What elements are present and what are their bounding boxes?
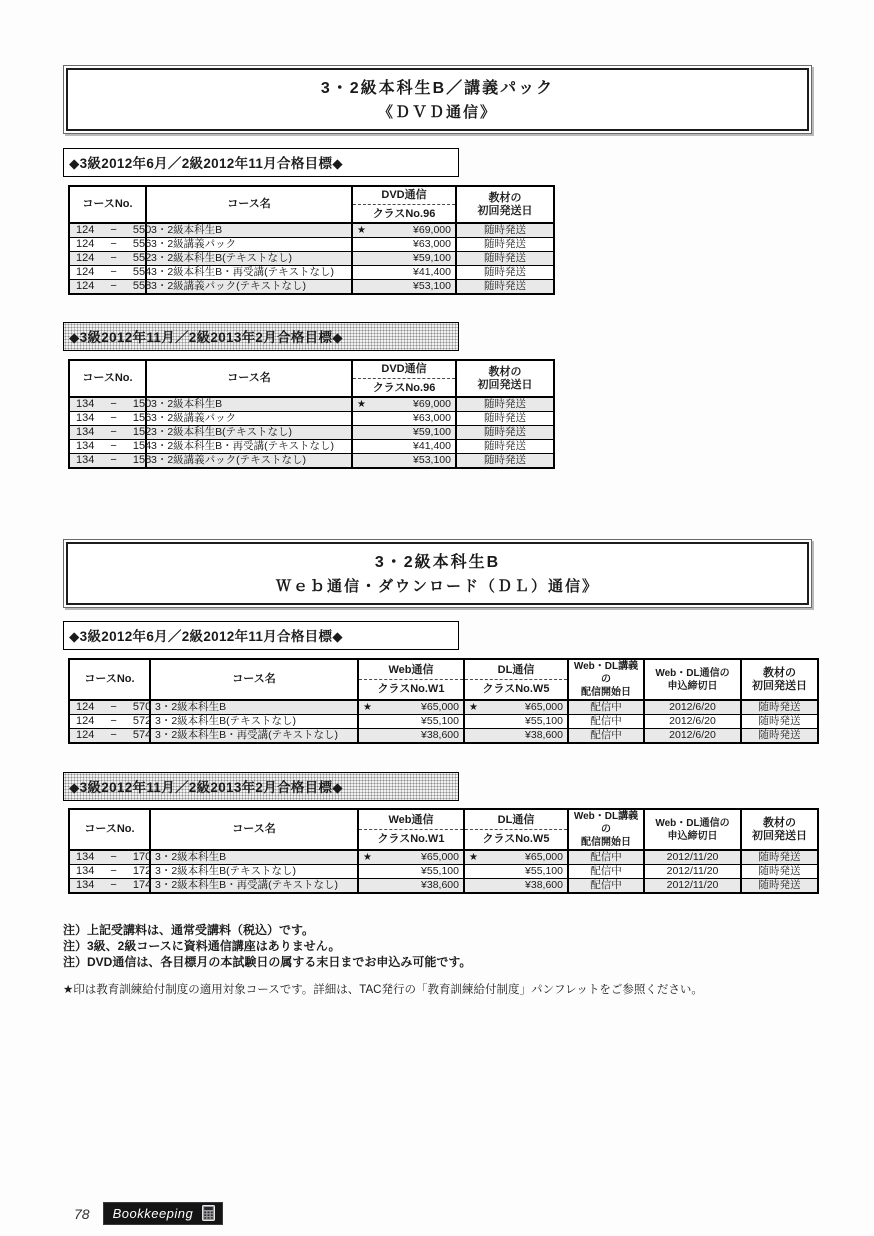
web-price-cell: [358, 715, 464, 729]
web-price-cell: [358, 850, 464, 865]
col-course-no: コースNo.: [69, 809, 150, 850]
price-cell: [352, 238, 456, 252]
col-course-name: コース名: [146, 186, 352, 223]
shipping-cell: 随時発送: [456, 223, 554, 238]
stream-start-label-1: Web・DL講義の: [573, 661, 639, 685]
col-shipping: [456, 360, 554, 397]
shipping-label-1: 教材の: [763, 666, 796, 679]
table-row: [69, 850, 818, 865]
course-name-cell: 3・2級講義パック: [146, 412, 352, 426]
shipping-cell: 随時発送: [741, 865, 818, 879]
dvd-label: DVD通信: [381, 189, 427, 201]
price-value: ¥69,000: [413, 398, 451, 410]
col-web-tsushin: [358, 659, 464, 700]
shipping-label-2: 初回発送日: [752, 679, 807, 692]
shipping-label-2: 初回発送日: [477, 378, 533, 391]
bookkeeping-badge: [103, 1202, 224, 1225]
page-footer: [74, 1202, 223, 1225]
col-course-name: コース名: [150, 659, 358, 700]
web-price-cell: [358, 879, 464, 894]
price-cell: [352, 223, 456, 238]
deadline-cell: 2012/11/20: [644, 865, 741, 879]
shipping-cell: 随時発送: [456, 454, 554, 469]
col-course-no: コースNo.: [69, 186, 146, 223]
shipping-cell: 随時発送: [456, 252, 554, 266]
table-row: [69, 223, 554, 238]
dl-label: DL通信: [497, 814, 535, 826]
course-name-cell: 3・2級本科生B・再受講(テキストなし): [146, 440, 352, 454]
price-cell: [352, 440, 456, 454]
price-value: ¥38,600: [421, 729, 459, 741]
stream-start-label-2: 配信開始日: [581, 837, 631, 848]
deadline-cell: 2012/6/20: [644, 700, 741, 715]
price-cell: [352, 397, 456, 412]
dl-class-label: クラスNo.W5: [465, 829, 567, 847]
web-price-cell: [358, 700, 464, 715]
table-row: [69, 440, 554, 454]
price-value: ¥38,600: [525, 729, 563, 741]
shipping-cell: 随時発送: [741, 850, 818, 865]
shipping-label-1: 教材の: [488, 365, 522, 378]
price-cell: [352, 426, 456, 440]
goal-header-web-november: ◆3級2012年11月／2級2013年2月合格目標◆: [63, 772, 459, 801]
deadline-cell: 2012/6/20: [644, 729, 741, 744]
course-name-cell: 3・2級本科生B(テキストなし): [150, 865, 358, 879]
col-web-tsushin: [358, 809, 464, 850]
shipping-cell: 随時発送: [741, 700, 818, 715]
shipping-label-2: 初回発送日: [477, 204, 533, 217]
price-cell: [352, 412, 456, 426]
web-label: Web通信: [388, 664, 434, 676]
brand-label: Bookkeeping: [112, 1205, 194, 1221]
table-header-row: [69, 659, 818, 700]
dl-price-cell: [464, 850, 568, 865]
price-value: ¥55,100: [525, 865, 563, 877]
course-name-cell: 3・2級本科生B: [150, 850, 358, 865]
deadline-cell: 2012/11/20: [644, 879, 741, 894]
course-name-cell: 3・2級本科生B: [150, 700, 358, 715]
shipping-cell: 随時発送: [741, 729, 818, 744]
training-benefit-star-icon: ★: [469, 702, 478, 713]
dl-price-cell: [464, 715, 568, 729]
web-dl-course-table-june: [68, 658, 819, 744]
page-number: 78: [74, 1205, 90, 1222]
calculator-icon: [202, 1205, 215, 1221]
col-course-name: コース名: [150, 809, 358, 850]
course-name-cell: 3・2級講義パック(テキストなし): [146, 454, 352, 469]
table-row: [69, 266, 554, 280]
notes-block: [63, 922, 812, 970]
deadline-label-2: 申込締切日: [667, 680, 718, 692]
col-shipping: [741, 809, 818, 850]
web-label: Web通信: [388, 814, 434, 826]
table-row: [69, 280, 554, 295]
shipping-cell: 随時発送: [741, 715, 818, 729]
shipping-cell: 随時発送: [456, 426, 554, 440]
price-value: ¥41,400: [413, 266, 451, 278]
table-header-row: [69, 186, 554, 223]
shipping-cell: 随時発送: [456, 280, 554, 295]
price-cell: [352, 280, 456, 295]
course-no-cell: 124 − 552: [69, 252, 146, 266]
dl-price-cell: [464, 729, 568, 744]
dvd-class-label: クラスNo.96: [353, 204, 455, 222]
course-no-cell: 124 − 550: [69, 223, 146, 238]
table-header-row: [69, 360, 554, 397]
course-no-cell: 124 − 574: [69, 729, 150, 744]
course-name-cell: 3・2級本科生B・再受講(テキストなし): [150, 879, 358, 894]
table-row: [69, 412, 554, 426]
price-value: ¥41,400: [413, 440, 451, 452]
course-no-cell: 124 − 556: [69, 238, 146, 252]
price-value: ¥65,000: [421, 851, 459, 863]
goal-header-web-june: ◆3級2012年6月／2級2012年11月合格目標◆: [63, 621, 459, 650]
goal-header-dvd-june: ◆3級2012年6月／2級2012年11月合格目標◆: [63, 148, 459, 177]
deadline-label-1: Web・DL通信の: [655, 817, 730, 829]
dvd-course-table-june: [68, 185, 555, 295]
shipping-cell: 随時発送: [741, 879, 818, 894]
course-name-cell: 3・2級本科生B・再受講(テキストなし): [146, 266, 352, 280]
title-box-web-dl: [63, 539, 812, 608]
deadline-cell: 2012/6/20: [644, 715, 741, 729]
shipping-label-1: 教材の: [488, 191, 522, 204]
dl-price-cell: [464, 865, 568, 879]
table-row: [69, 879, 818, 894]
col-dvd-tsushin: [352, 186, 456, 223]
table-row: [69, 729, 818, 744]
col-shipping: [456, 186, 554, 223]
price-value: ¥59,100: [413, 426, 451, 438]
col-course-no: コースNo.: [69, 659, 150, 700]
course-no-cell: 124 − 570: [69, 700, 150, 715]
deadline-label-2: 申込締切日: [667, 830, 718, 842]
col-stream-start: [568, 659, 644, 700]
deadline-label-1: Web・DL通信の: [655, 667, 730, 679]
course-no-cell: 134 − 152: [69, 426, 146, 440]
shipping-cell: 随時発送: [456, 440, 554, 454]
title-dvd-line1: 3・2級本科生B／講義パック: [320, 80, 555, 97]
table-row: [69, 865, 818, 879]
price-value: ¥69,000: [413, 224, 451, 236]
shipping-cell: 随時発送: [456, 412, 554, 426]
col-dl-tsushin: [464, 659, 568, 700]
table-row: [69, 238, 554, 252]
course-no-cell: 134 − 150: [69, 397, 146, 412]
web-dl-course-table-november: [68, 808, 819, 894]
col-shipping: [741, 659, 818, 700]
dvd-label: DVD通信: [381, 363, 427, 375]
price-cell: [352, 266, 456, 280]
price-value: ¥55,100: [525, 715, 563, 727]
col-stream-start: [568, 809, 644, 850]
price-value: ¥38,600: [525, 879, 563, 891]
stream-start-cell: 配信中: [568, 879, 644, 894]
goal-header-dvd-november: ◆3級2012年11月／2級2013年2月合格目標◆: [63, 322, 459, 351]
col-deadline: [644, 809, 741, 850]
price-value: ¥59,100: [413, 252, 451, 264]
col-dvd-tsushin: [352, 360, 456, 397]
dl-price-cell: [464, 700, 568, 715]
price-value: ¥65,000: [525, 701, 563, 713]
course-name-cell: 3・2級本科生B: [146, 397, 352, 412]
course-name-cell: 3・2級本科生B: [146, 223, 352, 238]
star-note: ★印は教育訓練給付制度の適用対象コースです。詳細は、TAC発行の「教育訓練給付制度」パンフレットをご参照ください。: [63, 984, 703, 996]
table-header-row: [69, 809, 818, 850]
course-name-cell: 3・2級本科生B(テキストなし): [150, 715, 358, 729]
course-no-cell: 124 − 572: [69, 715, 150, 729]
note-line: 注）DVD通信は、各目標月の本試験日の属する末日までお申込み可能です。: [63, 955, 472, 969]
course-no-cell: 124 − 558: [69, 280, 146, 295]
title-web-line2: Ｗｅｂ通信・ダウンロード（ＤＬ）通信》: [275, 578, 599, 595]
shipping-label-2: 初回発送日: [752, 829, 807, 842]
table-row: [69, 397, 554, 412]
course-name-cell: 3・2級本科生B(テキストなし): [146, 426, 352, 440]
shipping-label-1: 教材の: [763, 816, 796, 829]
training-benefit-star-icon: ★: [363, 702, 372, 713]
course-no-cell: 134 − 154: [69, 440, 146, 454]
web-price-cell: [358, 865, 464, 879]
shipping-cell: 随時発送: [456, 397, 554, 412]
stream-start-label-2: 配信開始日: [581, 687, 631, 698]
price-value: ¥65,000: [525, 851, 563, 863]
course-no-cell: 134 − 158: [69, 454, 146, 469]
price-value: ¥63,000: [413, 238, 451, 250]
col-dl-tsushin: [464, 809, 568, 850]
course-name-cell: 3・2級本科生B(テキストなし): [146, 252, 352, 266]
dl-class-label: クラスNo.W5: [465, 679, 567, 697]
stream-start-cell: 配信中: [568, 729, 644, 744]
price-value: ¥55,100: [421, 865, 459, 877]
course-no-cell: 134 − 174: [69, 879, 150, 894]
price-value: ¥53,100: [413, 280, 451, 292]
table-row: [69, 454, 554, 469]
table-row: [69, 715, 818, 729]
price-value: ¥63,000: [413, 412, 451, 424]
course-no-cell: 134 − 156: [69, 412, 146, 426]
course-no-cell: 134 − 172: [69, 865, 150, 879]
col-course-no: コースNo.: [69, 360, 146, 397]
title-dvd-line2: 《ＤＶＤ通信》: [377, 104, 497, 121]
stream-start-label-1: Web・DL講義の: [573, 811, 639, 835]
title-web-line1: 3・2級本科生B: [374, 554, 501, 571]
price-value: ¥38,600: [421, 879, 459, 891]
web-class-label: クラスNo.W1: [359, 829, 463, 847]
price-value: ¥55,100: [421, 715, 459, 727]
shipping-cell: 随時発送: [456, 266, 554, 280]
training-benefit-star-icon: ★: [363, 852, 372, 863]
training-benefit-star-icon: ★: [469, 852, 478, 863]
course-no-cell: 124 − 554: [69, 266, 146, 280]
price-value: ¥53,100: [413, 454, 451, 466]
dl-price-cell: [464, 879, 568, 894]
shipping-cell: 随時発送: [456, 238, 554, 252]
dl-label: DL通信: [497, 664, 535, 676]
table-row: [69, 426, 554, 440]
stream-start-cell: 配信中: [568, 865, 644, 879]
note-line: 注）上記受講料は、通常受講料（税込）です。: [63, 923, 315, 937]
training-benefit-star-icon: ★: [357, 225, 366, 236]
price-cell: [352, 454, 456, 469]
title-box-dvd: [63, 65, 812, 134]
note-line: 注）3級、2級コースに資料通信講座はありません。: [63, 939, 341, 953]
price-cell: [352, 252, 456, 266]
course-no-cell: 134 − 170: [69, 850, 150, 865]
course-name-cell: 3・2級講義パック: [146, 238, 352, 252]
col-deadline: [644, 659, 741, 700]
stream-start-cell: 配信中: [568, 715, 644, 729]
table-row: [69, 700, 818, 715]
dvd-course-table-november: [68, 359, 555, 469]
table-row: [69, 252, 554, 266]
training-benefit-star-icon: ★: [357, 399, 366, 410]
dvd-class-label: クラスNo.96: [353, 378, 455, 396]
stream-start-cell: 配信中: [568, 850, 644, 865]
course-name-cell: 3・2級本科生B・再受講(テキストなし): [150, 729, 358, 744]
course-name-cell: 3・2級講義パック(テキストなし): [146, 280, 352, 295]
web-class-label: クラスNo.W1: [359, 679, 463, 697]
price-value: ¥65,000: [421, 701, 459, 713]
web-price-cell: [358, 729, 464, 744]
deadline-cell: 2012/11/20: [644, 850, 741, 865]
stream-start-cell: 配信中: [568, 700, 644, 715]
col-course-name: コース名: [146, 360, 352, 397]
